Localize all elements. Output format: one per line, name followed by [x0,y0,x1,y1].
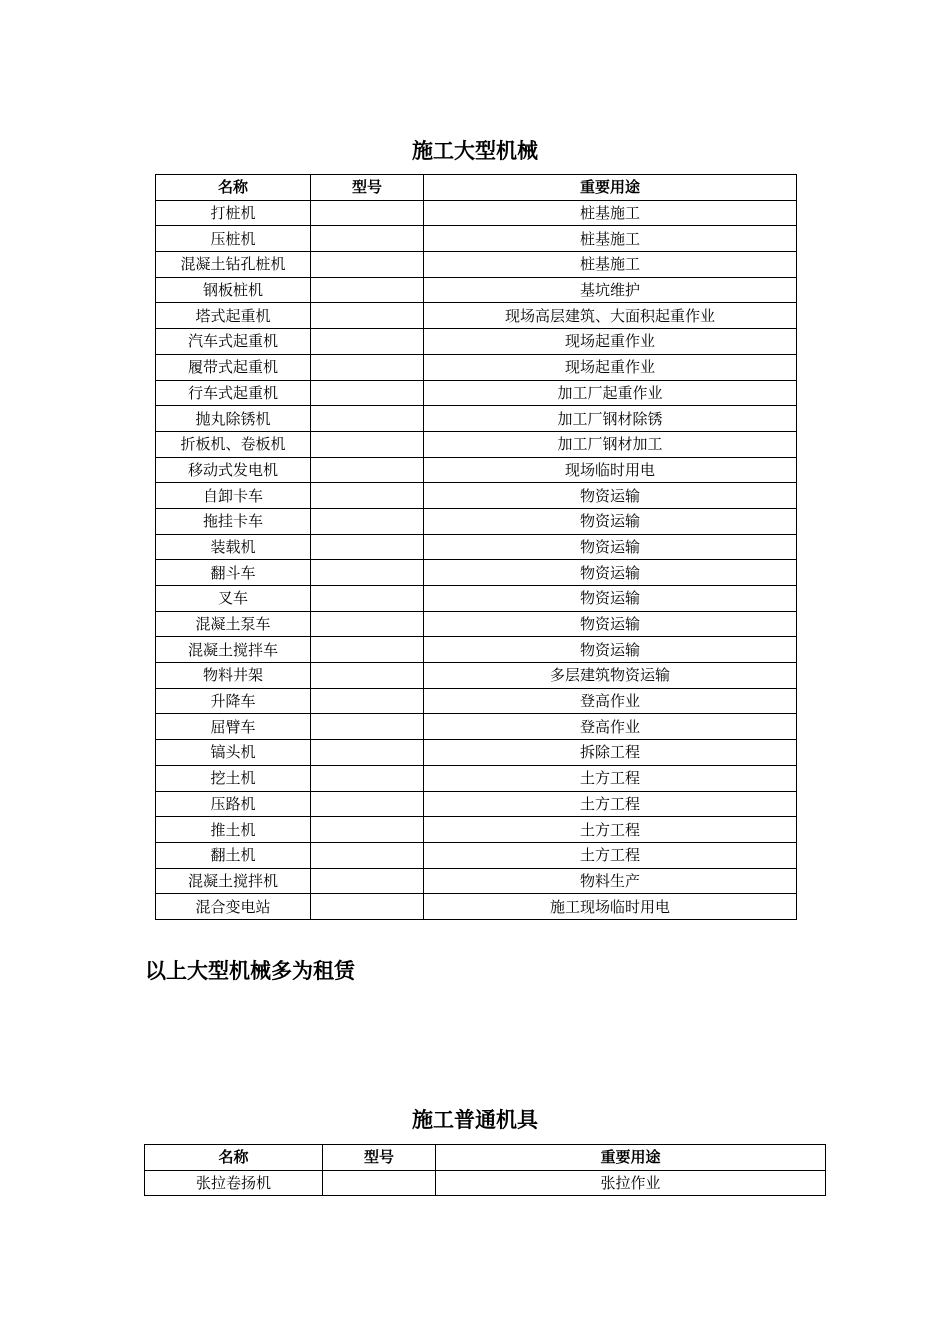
table-row [156,431,797,457]
cell-use: 现场起重作业 [424,354,797,380]
cell-model [311,560,424,586]
cell-model [311,329,424,355]
cell-model [311,868,424,894]
cell-model [323,1170,436,1196]
cell-use: 土方工程 [424,817,797,843]
table-row [145,1170,826,1196]
cell-use: 物资运输 [424,611,797,637]
table-row [156,586,797,612]
cell-model [311,714,424,740]
cell-name: 升降车 [156,688,311,714]
table-row [156,765,797,791]
cell-model [311,380,424,406]
table-row [156,380,797,406]
common-tools-table [144,1144,826,1196]
cell-name: 履带式起重机 [156,354,311,380]
cell-use: 物资运输 [424,483,797,509]
cell-use: 加工厂钢材除锈 [424,406,797,432]
table-row [156,200,797,226]
cell-name: 推土机 [156,817,311,843]
large-machinery-title: 施工大型机械 [412,139,538,163]
column-header-name: 名称 [145,1145,323,1171]
cell-model [311,534,424,560]
cell-name: 抛丸除锈机 [156,406,311,432]
table-row [156,560,797,586]
cell-use: 物资运输 [424,586,797,612]
cell-name: 混凝土搅拌车 [156,637,311,663]
cell-use: 物料生产 [424,868,797,894]
cell-model [311,765,424,791]
cell-use: 桩基施工 [424,200,797,226]
cell-use: 物资运输 [424,637,797,663]
cell-model [311,894,424,920]
table-row [156,611,797,637]
cell-use: 土方工程 [424,791,797,817]
cell-use: 登高作业 [424,714,797,740]
cell-model [311,483,424,509]
large-machinery-table [155,174,797,920]
cell-model [311,226,424,252]
cell-model [311,791,424,817]
cell-name: 混凝土钻孔桩机 [156,252,311,278]
table-row [156,303,797,329]
cell-model [311,252,424,278]
cell-name: 张拉卷扬机 [145,1170,323,1196]
cell-name: 混凝土泵车 [156,611,311,637]
common-tools-title: 施工普通机具 [412,1108,538,1132]
cell-model [311,586,424,612]
cell-use: 物资运输 [424,560,797,586]
cell-name: 叉车 [156,586,311,612]
cell-use: 加工厂钢材加工 [424,431,797,457]
large-machinery-table-body [156,200,797,919]
cell-name: 混合变电站 [156,894,311,920]
table-row [156,457,797,483]
cell-use: 土方工程 [424,842,797,868]
table-row [156,354,797,380]
cell-name: 汽车式起重机 [156,329,311,355]
cell-name: 翻土机 [156,842,311,868]
cell-use: 拆除工程 [424,740,797,766]
cell-name: 移动式发电机 [156,457,311,483]
table-row [156,740,797,766]
cell-use: 桩基施工 [424,226,797,252]
cell-use: 现场临时用电 [424,457,797,483]
table-header-row [145,1145,826,1171]
rental-note: 以上大型机械多为租赁 [145,959,355,983]
cell-use: 物资运输 [424,508,797,534]
table-row [156,894,797,920]
table-row [156,637,797,663]
cell-name: 打桩机 [156,200,311,226]
common-tools-table-body [145,1170,826,1196]
table-row [156,329,797,355]
cell-model [311,637,424,663]
cell-name: 塔式起重机 [156,303,311,329]
cell-model [311,508,424,534]
cell-model [311,740,424,766]
cell-name: 折板机、卷板机 [156,431,311,457]
cell-use: 登高作业 [424,688,797,714]
column-header-use: 重要用途 [436,1145,826,1171]
table-row [156,252,797,278]
table-row [156,226,797,252]
cell-use: 土方工程 [424,765,797,791]
table-row [156,791,797,817]
cell-model [311,200,424,226]
table-row [156,663,797,689]
cell-model [311,354,424,380]
cell-name: 压路机 [156,791,311,817]
cell-use: 现场起重作业 [424,329,797,355]
table-row [156,483,797,509]
cell-use: 施工现场临时用电 [424,894,797,920]
cell-name: 压桩机 [156,226,311,252]
cell-name: 物料井架 [156,663,311,689]
table-row [156,406,797,432]
table-row [156,817,797,843]
column-header-use: 重要用途 [424,175,797,201]
cell-name: 自卸卡车 [156,483,311,509]
cell-use: 基坑维护 [424,277,797,303]
cell-model [311,842,424,868]
cell-name: 屈臂车 [156,714,311,740]
cell-name: 钢板桩机 [156,277,311,303]
cell-model [311,611,424,637]
table-row [156,534,797,560]
table-header-row [156,175,797,201]
cell-name: 行车式起重机 [156,380,311,406]
cell-name: 拖挂卡车 [156,508,311,534]
cell-name: 镐头机 [156,740,311,766]
cell-model [311,457,424,483]
cell-model [311,303,424,329]
column-header-model: 型号 [311,175,424,201]
column-header-name: 名称 [156,175,311,201]
table-row [156,714,797,740]
table-row [156,277,797,303]
table-row [156,842,797,868]
cell-model [311,406,424,432]
cell-name: 翻斗车 [156,560,311,586]
cell-model [311,817,424,843]
table-row [156,868,797,894]
cell-use: 加工厂起重作业 [424,380,797,406]
table-row [156,508,797,534]
cell-use: 现场高层建筑、大面积起重作业 [424,303,797,329]
cell-model [311,663,424,689]
cell-use: 桩基施工 [424,252,797,278]
column-header-model: 型号 [323,1145,436,1171]
table-row [156,688,797,714]
cell-use: 多层建筑物资运输 [424,663,797,689]
cell-name: 挖土机 [156,765,311,791]
cell-use: 张拉作业 [436,1170,826,1196]
cell-model [311,277,424,303]
cell-name: 装载机 [156,534,311,560]
cell-use: 物资运输 [424,534,797,560]
cell-model [311,688,424,714]
cell-name: 混凝土搅拌机 [156,868,311,894]
cell-model [311,431,424,457]
